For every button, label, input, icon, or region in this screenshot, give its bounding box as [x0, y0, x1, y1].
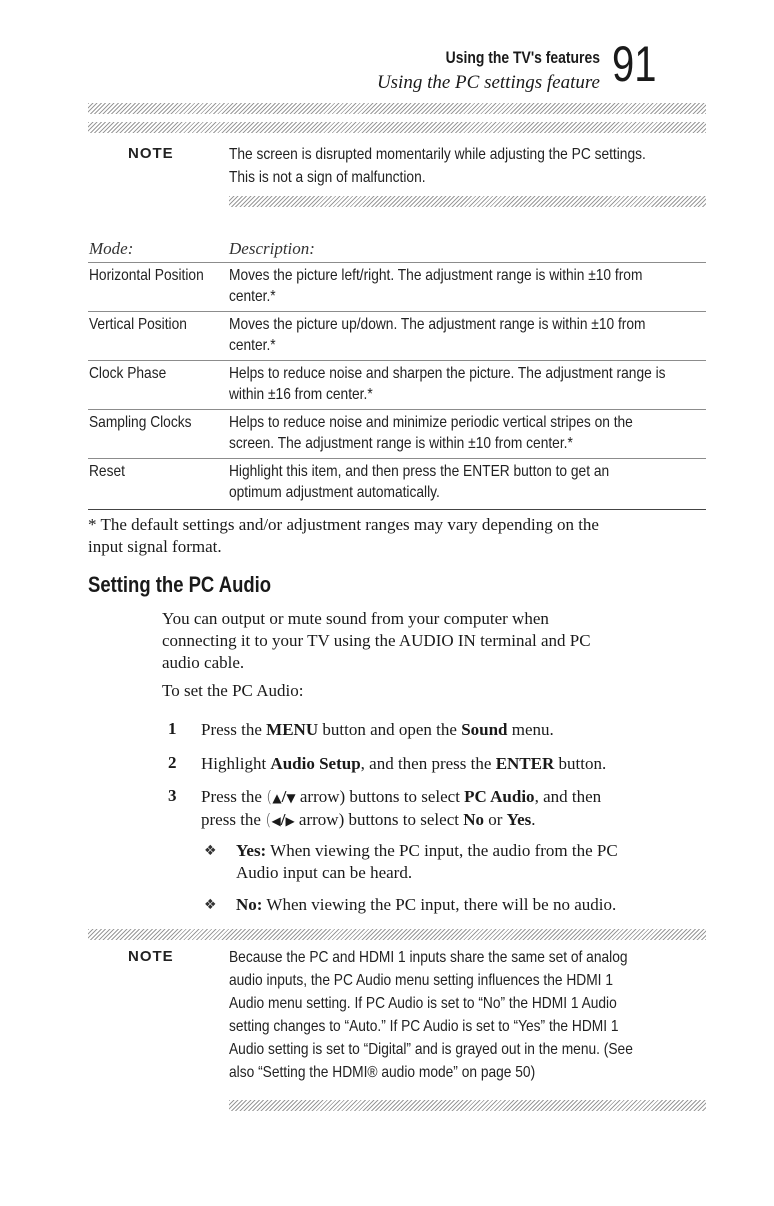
header-rule [88, 103, 706, 114]
table-cell-line: screen. The adjustment range is within ±10 from center.* [229, 435, 573, 452]
section-heading: Setting the PC Audio [88, 572, 272, 597]
table-cell-line: center.* [229, 288, 276, 305]
table-cell-line: optimum adjustment automatically. [229, 484, 440, 501]
step-text [201, 786, 761, 832]
sound-menu: Sound [461, 720, 508, 739]
step-number: 3 [168, 786, 177, 805]
down-arrow-icon: ▼ [286, 791, 296, 805]
step-text: Press the MENU button and open the Sound menu. [201, 720, 554, 739]
note-line: Audio menu setting. If PC Audio is set to “No” the HDMI 1 Audio [229, 995, 617, 1012]
note-line: audio inputs, the PC Audio menu setting influences the HDMI 1 [229, 972, 613, 989]
up-arrow-icon: ▲ [272, 791, 282, 805]
option-line: Yes: When viewing the PC input, the audio from the PC [236, 841, 618, 860]
table-cell-description [229, 412, 700, 454]
no-option: No [463, 810, 484, 829]
section-intro [162, 608, 762, 674]
table-row-rule [88, 458, 706, 459]
table-row-rule [88, 311, 706, 312]
option-yes [236, 840, 756, 884]
right-arrow-icon: ▶ [285, 814, 295, 828]
step-number: 2 [168, 753, 177, 772]
note-line: also “Setting the HDMI® audio mode” on page 50) [229, 1064, 536, 1081]
intro-line: You can output or mute sound from your computer when [162, 609, 549, 628]
table-cell-mode: Vertical Position [89, 316, 187, 333]
note-label: NOTE [128, 145, 174, 162]
diamond-bullet-icon: ❖ [204, 897, 217, 913]
table-cell-mode: Sampling Clocks [89, 414, 192, 431]
option-line: Audio input can be heard. [236, 863, 413, 882]
table-header-rule [88, 262, 706, 263]
diamond-bullet-icon: ❖ [204, 843, 217, 859]
procedure-lead: To set the PC Audio: [162, 681, 304, 700]
note-line: Audio setting is set to “Digital” and is grayed out in the menu. (See [229, 1041, 633, 1058]
table-row-rule [88, 360, 706, 361]
table-header-mode: Mode: [89, 239, 134, 258]
note-line: setting changes to “Auto.” If PC Audio is set to “Yes” the HDMI 1 [229, 1018, 619, 1035]
table-footnote [88, 514, 768, 558]
table-cell-description [229, 265, 700, 307]
note-top-rule [88, 122, 706, 133]
left-arrow-icon: ◀ [271, 814, 281, 828]
page-number: 91 [612, 36, 657, 92]
table-cell-description [229, 314, 700, 356]
step-text: Highlight Audio Setup, and then press the ENTER button. [201, 754, 607, 773]
menu-key: MENU [266, 720, 319, 739]
table-cell-line: Moves the picture left/right. The adjustment range is within ±10 from [229, 267, 643, 284]
table-cell-line: Helps to reduce noise and minimize periodic vertical stripes on the [229, 414, 633, 431]
table-cell-line: Highlight this item, and then press the ENTER button to get an [229, 463, 610, 480]
option-no: No: When viewing the PC input, there will be no audio. [236, 895, 617, 914]
table-header-description: Description: [229, 239, 315, 258]
note-line: Because the PC and HDMI 1 inputs share the same set of analog [229, 949, 628, 966]
pc-audio-item: PC Audio [464, 787, 535, 806]
audio-setup-item: Audio Setup [270, 754, 361, 773]
intro-line: audio cable. [162, 653, 245, 672]
table-cell-mode: Reset [89, 463, 125, 480]
enter-key: ENTER [495, 754, 555, 773]
note-bottom-rule [229, 196, 706, 207]
table-cell-mode: Horizontal Position [89, 267, 204, 284]
note-bottom-rule [229, 1100, 706, 1111]
table-cell-line: Moves the picture up/down. The adjustment range is within ±10 from [229, 316, 646, 333]
note-line: The screen is disrupted momentarily while adjusting the PC settings. [229, 146, 646, 163]
table-cell-line: Helps to reduce noise and sharpen the picture. The adjustment range is [229, 365, 666, 382]
table-bottom-rule [88, 509, 706, 510]
note-line: This is not a sign of malfunction. [229, 169, 426, 186]
step-line: press the (◀/▶ arrow) buttons to select No or Yes. [201, 810, 536, 829]
table-cell-description [229, 461, 700, 503]
table-cell-description [229, 363, 700, 405]
note-label: NOTE [128, 948, 174, 965]
yes-option: Yes [506, 810, 532, 829]
step-line: Press the (▲/▼ arrow) buttons to select PC Audio, and then [201, 787, 602, 806]
note-top-rule [88, 929, 706, 940]
table-cell-mode: Clock Phase [89, 365, 167, 382]
running-header-subsection: Using the PC settings feature [376, 72, 600, 93]
table-row-rule [88, 409, 706, 410]
table-cell-line: center.* [229, 337, 276, 354]
note-text [229, 143, 711, 189]
step-number: 1 [168, 719, 177, 738]
running-header-section: Using the TV's features [445, 48, 600, 67]
note-text [229, 946, 711, 1084]
footnote-line: * The default settings and/or adjustment ranges may vary depending on the [88, 515, 599, 534]
table-cell-line: within ±16 from center.* [229, 386, 373, 403]
intro-line: connecting it to your TV using the AUDIO IN terminal and PC [162, 631, 591, 650]
footnote-line: input signal format. [88, 537, 222, 556]
